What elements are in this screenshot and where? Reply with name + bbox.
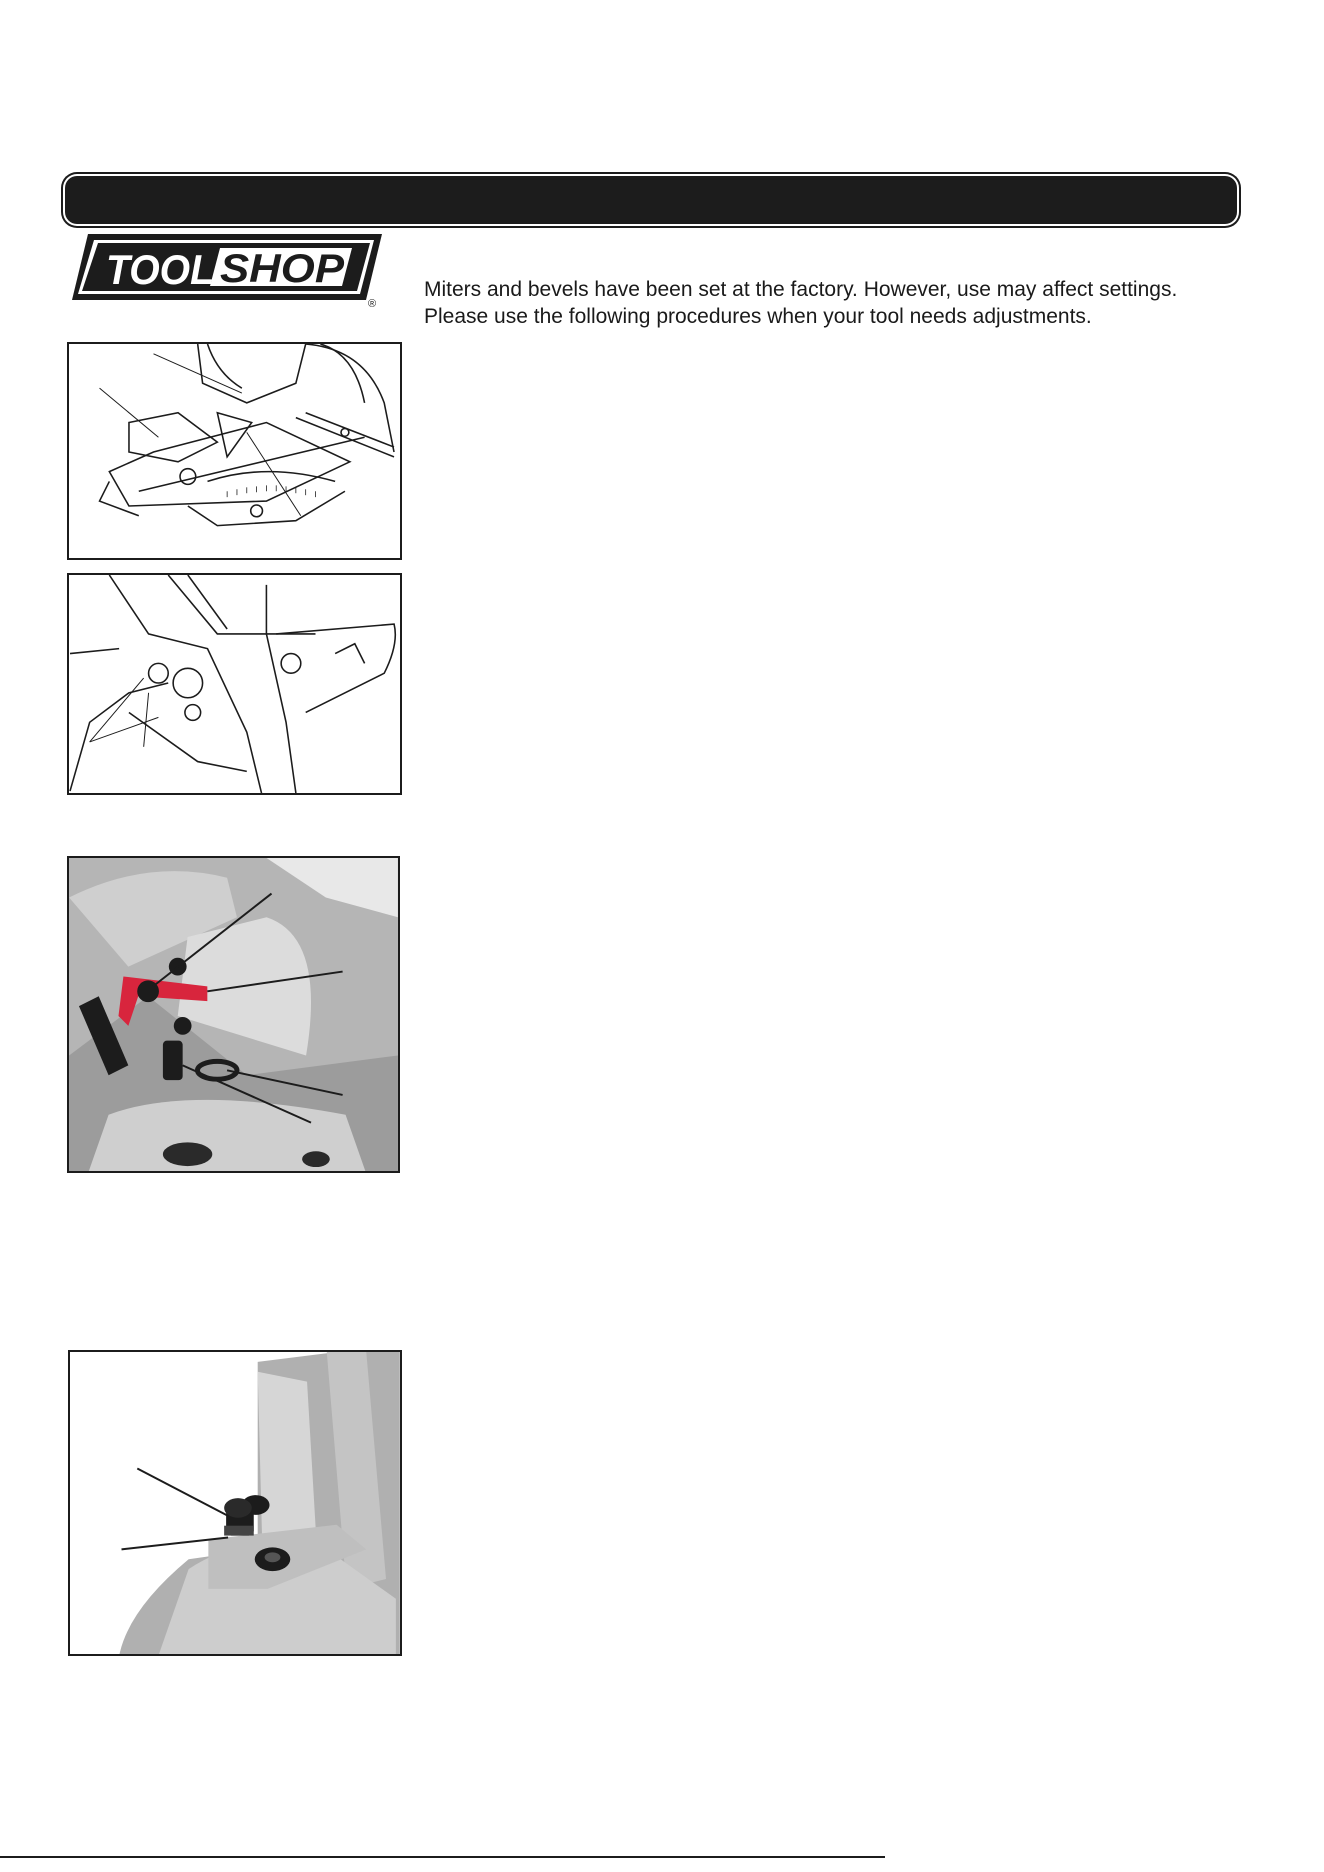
svg-text:SHOP: SHOP <box>220 247 345 291</box>
tool-shop-logo <box>70 230 385 308</box>
footer-rule <box>0 1856 885 1858</box>
intro-line-1: Miters and bevels have been set at the factory. However, use may affect settings. <box>424 278 1178 301</box>
figure-stop-bolt-photo <box>68 1350 402 1656</box>
figure-fence-base <box>67 573 402 795</box>
svg-text:TOOL: TOOL <box>106 246 214 293</box>
section-header-bar <box>65 176 1237 224</box>
intro-text <box>424 276 1254 330</box>
svg-text:®: ® <box>368 298 377 308</box>
intro-line-2: Please use the following procedures when your tool needs adjustments. <box>424 305 1092 328</box>
figure-bevel-adjustment-photo <box>67 856 400 1173</box>
figure-miter-square <box>67 342 402 560</box>
